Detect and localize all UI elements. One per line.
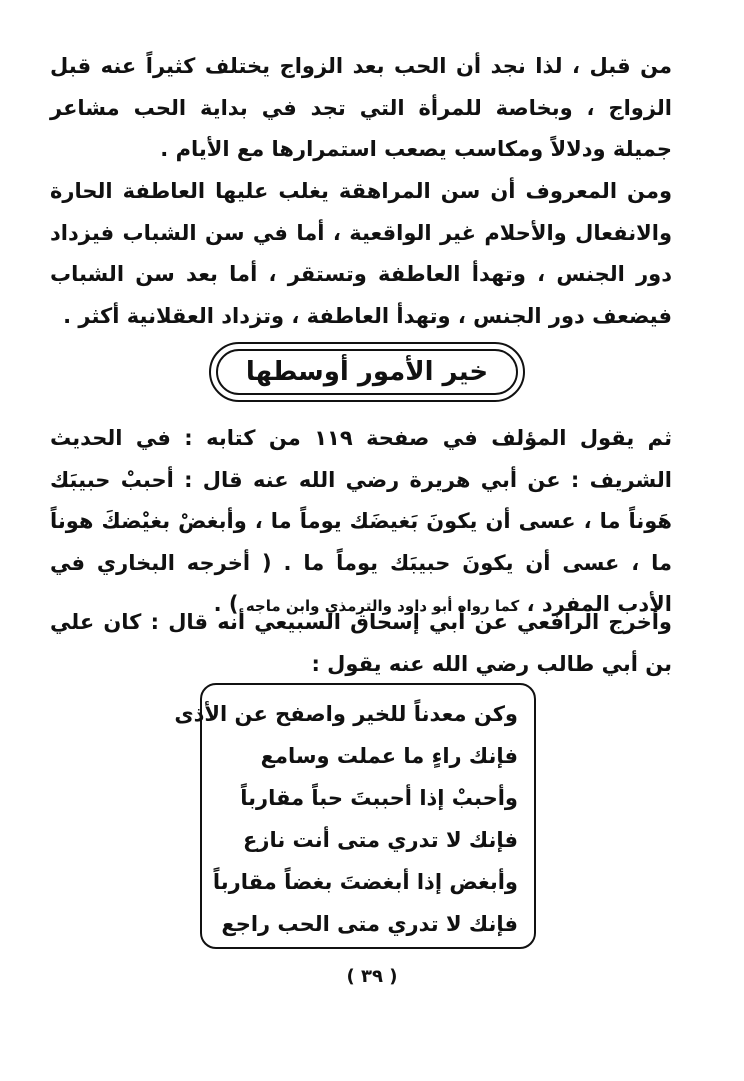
poem-line: وكن معدناً للخير واصفح عن الأذى xyxy=(174,702,518,726)
paragraph-3-end: ) . xyxy=(213,592,239,616)
poem-line: فإنك لا تدري متى الحب راجع xyxy=(221,912,518,936)
poem-box xyxy=(174,683,536,949)
paragraph-3-text: ثم يقول المؤلف في صفحة ١١٩ من كتابه : في الحديث الشريف : عن أبي هريرة رضي الله عنه قال : أحببْ حبيبَك هَوناً ما ، عسى أن يكونَ بَغيضَك يوماً ما ، وأبغضْ بغيْضكَ هوناً ما ، عسى أن يكونَ حبيبَك يوماً ما . ( أخرجه البخاري في الأدب المفرد ، xyxy=(50,426,673,616)
paragraph-3-citation: كما رواه أبو داود والترمذي وابن ماجه xyxy=(245,597,520,615)
page-number: ( ٣٩ ) xyxy=(346,966,398,987)
poem-line: فإنك لا تدري متى أنت نازع xyxy=(243,828,518,852)
poem-line: فإنك راءٍ ما عملت وسامع xyxy=(260,744,518,768)
paragraph-4: وأخرج الرافعي عن أبي إسحاق السبيعي أنه قال : كان علي بن أبي طالب رضي الله عنه يقول : xyxy=(50,610,672,676)
poem-line: وأبغض إذا أبغضتَ بغضاً مقارباً xyxy=(212,870,518,894)
paragraph-3 xyxy=(50,418,672,628)
section-heading: خير الأمور أوسطها xyxy=(216,349,518,395)
paragraph-1: من قبل ، لذا نجد أن الحب بعد الزواج يختلف كثيراً عنه قبل الزواج ، وبخاصة للمرأة التي تجد في بداية الحب مشاعر جميلة ودلالاً ومكاسب يصعب استمرارها مع الأيام . xyxy=(50,54,672,161)
section-heading-frame xyxy=(209,342,525,402)
paragraph-2: ومن المعروف أن سن المراهقة يغلب عليها العاطفة الحارة والانفعال والأحلام غير الواقعية ، أما في سن الشباب فيزداد دور الجنس ، وتهدأ العاطفة وتستقر ، أما بعد سن الشباب فيضعف دور الجنس ، وتهدأ العاطفة ، وتزداد العقلانية أكثر . xyxy=(50,179,672,328)
poem-line: وأحببْ إذا أحببتَ حباً مقارباً xyxy=(240,786,518,810)
